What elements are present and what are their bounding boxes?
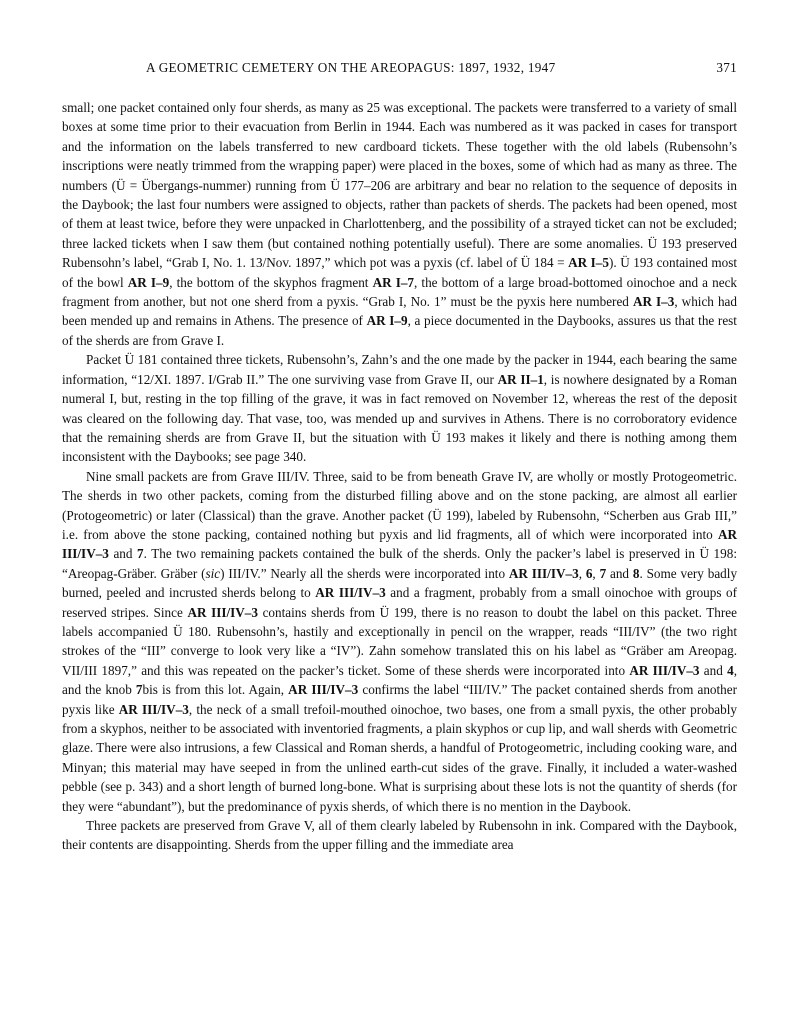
catalog-reference: AR II–1 bbox=[497, 371, 544, 387]
catalog-reference: AR I–5 bbox=[568, 255, 609, 271]
text-run: , and the knob bbox=[62, 662, 737, 698]
text-run: , is nowhere designated by a Roman numeral I, but, resting in the top filling of the grave, it was in fact removed on November 12, whereas the rest of the deposit was cleared on the following day. That vase, too, was mended up and survives in Athens. There is no corroboratory evidence that the remaining sherds are from Grave II, but the situation with Ü 193 makes it likely and there is nothing among them inconsistent with the Daybooks; see page 340. bbox=[62, 371, 737, 465]
catalog-reference: AR III/IV–3 bbox=[508, 565, 579, 581]
body-text bbox=[62, 98, 737, 855]
text-run: , a piece documented in the Daybooks, assures us that the rest of the sherds are from Grave I. bbox=[62, 313, 737, 348]
catalog-reference: AR III/IV–3 bbox=[118, 701, 189, 717]
text-run: Packet Ü 181 contained three tickets, Rubensohn’s, Zahn’s and the one made by the packer in 1944, each bearing the same information, “12/XI. 1897. I/Grab II.” The one surviving vase from Grave II, our bbox=[62, 352, 737, 387]
catalog-reference: AR I–7 bbox=[372, 274, 415, 290]
text-run: , the neck of a small trefoil-mouthed oinochoe, two bases, one from a small pyxis, the other probably from a skyphos, neither to be associated with inventoried fragments, a plain skyphos or cup lip, and wall sherds with Geometric glaze. There were also intrusions, a few Classical and Roman sherds, a handful of Protogeometric, including cooking ware, and Minyan; this material may have seeped in from the unlined earth-cut sides of the grave. Finally, it included a water-washed pebble (see p. 343) and a short length of burned long-bone. What is surprising about these lots is not the quantity of sherds (for they were “abundant”), but the predominance of pyxis sherds, of which there is no mention in the Daybook. bbox=[62, 701, 738, 814]
text-run: and bbox=[606, 565, 633, 581]
text-run: . Some very badly burned, peeled and incrusted sherds belong to bbox=[62, 565, 738, 601]
catalog-reference: AR III/IV–3 bbox=[187, 604, 258, 620]
italic-text: sic bbox=[205, 565, 221, 581]
text-run: and a fragment, probably from a small oinochoe with groups of reserved stripes. Since bbox=[62, 585, 737, 620]
catalog-reference: AR III/IV–3 bbox=[62, 526, 737, 562]
paragraph bbox=[62, 816, 737, 855]
text-run: , the bottom of a large broad-bottomed oinochoe and a neck fragment from another, but not one sherd from a pyxis. “Grab I, No. 1” must be the pyxis here numbered bbox=[62, 274, 738, 310]
text-run: Three packets are preserved from Grave V, all of them clearly labeled by Rubensohn in ink. Compared with the Daybook, their contents are disappointing. Sherds from the upper filling and the immediate area bbox=[62, 818, 737, 853]
text-run: ) III/IV.” Nearly all the sherds were incorporated into bbox=[220, 565, 509, 581]
catalog-reference: 7 bbox=[599, 565, 607, 581]
running-header bbox=[62, 60, 737, 82]
text-run: confirms the label “III/IV.” The packet contained sherds from another pyxis like bbox=[62, 682, 738, 717]
text-run: , bbox=[578, 565, 586, 581]
text-run: , the bottom of the skyphos fragment bbox=[169, 274, 373, 290]
running-title: A GEOMETRIC CEMETERY ON THE AREOPAGUS: 1897, 1932, 1947 bbox=[146, 60, 556, 75]
text-run: . The two remaining packets contained the bulk of the sherds. Only the packer’s label is preserved in Ü 198: “Areopag-Gräber. Gräber ( bbox=[62, 546, 737, 581]
catalog-reference: 6 bbox=[585, 565, 593, 581]
text-run: contains sherds from Ü 199, there is no reason to doubt the label on this packet. Three labels accompanied Ü 180. Rubensohn’s, hastily and exceptionally in pencil on the wrapper, reads “III/IV” (the two right strokes of the “III” converge to look very like a “IV”). Zahn somehow translated this on his label as “Gräber am Areopag. VII/III 1897,” and this was repeated on the packer’s ticket. Some of these sherds were incorporated into bbox=[62, 604, 737, 678]
catalog-reference: AR III/IV–3 bbox=[629, 662, 700, 678]
catalog-reference: AR III/IV–3 bbox=[315, 585, 386, 601]
catalog-reference: 4 bbox=[727, 662, 734, 678]
text-run: , which had been mended up and remains in Athens. The presence of bbox=[62, 294, 737, 329]
text-run: bis is from this lot. Again, bbox=[142, 682, 289, 698]
paragraph bbox=[62, 350, 737, 466]
text-run: small; one packet contained only four sherds, as many as 25 was exceptional. The packets were transferred to a variety of small boxes at some time prior to their evacuation from Berlin in 1944. Each was numbered as it was packed in cases for transport and the information on the labels transferred to new cardboard tickets. These together with the old labels (Rubensohn’s inscriptions were neatly trimmed from the wrapping paper) were placed in the boxes, some of which had as many as three. The numbers (Ü = Übergangs-nummer) running from Ü 177–206 are arbitrary and bear no relation to the sequence of deposits in the Daybook; the last four numbers were assigned to objects, rather than packets of sherds. The packets had been opened, most of them at least twice, before they were unpacked in Charlottenberg, and the possibility of a strayed ticket can not be excluded; three lacked tickets when I saw them (but contained nothing potentially useful). There are some anomalies. Ü 193 preserved Rubensohn’s label, “Grab I, No. 1. 13/Nov. 1897,” which pot was a pyxis (cf. label of Ü 184 = bbox=[62, 100, 737, 271]
text-run: and bbox=[699, 662, 728, 678]
text-run: , bbox=[592, 565, 600, 581]
catalog-reference: 7 bbox=[137, 546, 144, 562]
paragraph bbox=[62, 98, 737, 350]
text-run: Nine small packets are from Grave III/IV. Three, said to be from beneath Grave IV, are wholly or mostly Protogeometric. The sherds in two other packets, coming from the disturbed filling above and on the stone packing, are almost all earlier (Protogeometric) or later (Classical) than the grave. Another packet (Ü 199), labeled by Rubensohn, “Scherben aus Grab III,” i.e. from above the stone packing, contained nothing but pyxis and lid fragments, all of which were incorporated into bbox=[62, 468, 737, 542]
page bbox=[62, 60, 737, 855]
text-run: ). Ü 193 contained most of the bowl bbox=[62, 255, 738, 290]
catalog-reference: AR I–9 bbox=[127, 274, 170, 290]
catalog-reference: 8 bbox=[632, 565, 640, 581]
catalog-reference: 7 bbox=[135, 682, 143, 698]
text-run: and bbox=[108, 546, 138, 562]
page-number: 371 bbox=[716, 60, 737, 75]
catalog-reference: AR I–9 bbox=[366, 313, 408, 329]
catalog-reference: AR III/IV–3 bbox=[288, 682, 359, 698]
catalog-reference: AR I–3 bbox=[632, 294, 675, 310]
paragraph bbox=[62, 467, 737, 816]
